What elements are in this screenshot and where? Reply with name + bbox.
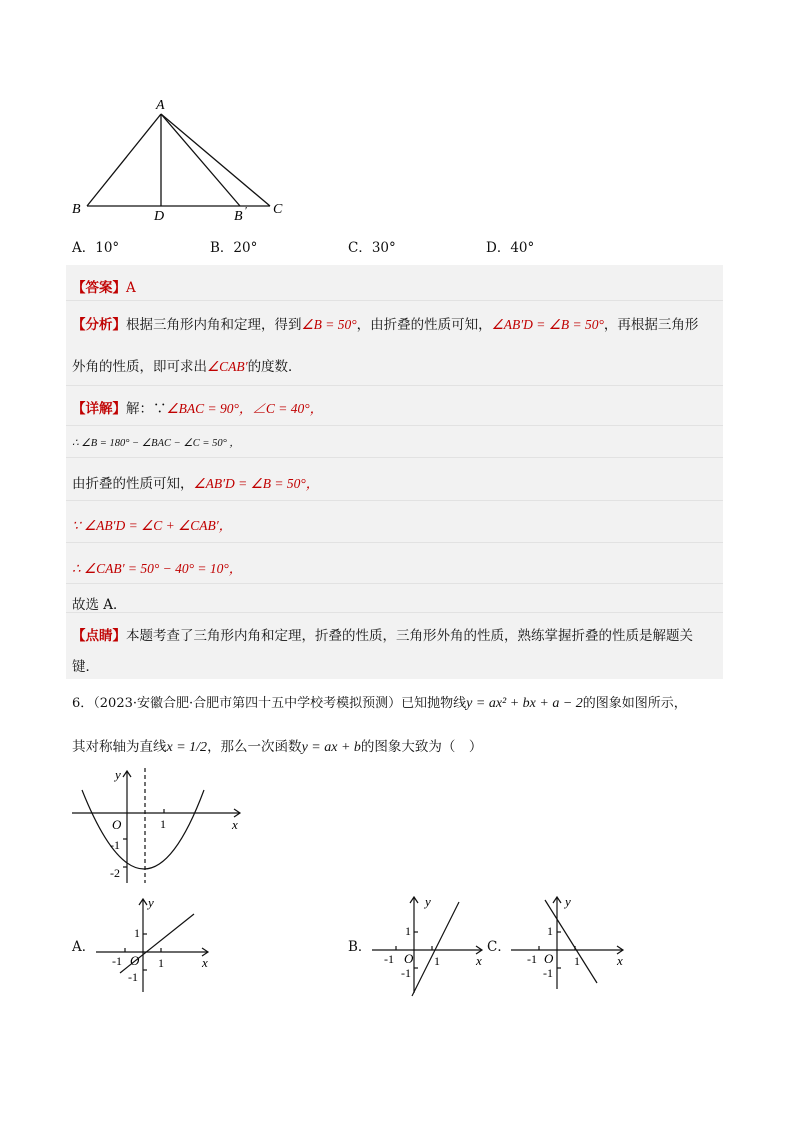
gc-x: x bbox=[617, 953, 623, 968]
step-5: 故选 A． bbox=[72, 597, 127, 613]
graph-option-a-letter[interactable]: A． bbox=[72, 939, 96, 955]
step-3: ∵ ∠AB′D = ∠C + ∠CAB′， bbox=[72, 518, 233, 533]
graph-option-b[interactable] bbox=[368, 893, 490, 1003]
gc-m1y: -1 bbox=[543, 966, 553, 980]
label-a: A bbox=[156, 98, 165, 113]
comment-line-1: 【点睛】本题考查了三角形内角和定理，折叠的性质，三角形外角的性质，熟练掌握折叠的性质是解题关 bbox=[72, 628, 693, 644]
option-d[interactable]: D．40° bbox=[486, 240, 535, 256]
label-prime: ′ bbox=[245, 205, 248, 217]
gb-1y: 1 bbox=[405, 924, 411, 938]
axis-x-label: x bbox=[232, 817, 238, 832]
graph-option-a[interactable] bbox=[92, 895, 222, 995]
gb-y: y bbox=[425, 894, 431, 909]
gb-x: x bbox=[476, 953, 482, 968]
ga-1x: 1 bbox=[158, 956, 164, 970]
graph-option-c[interactable] bbox=[507, 893, 631, 993]
ga-x: x bbox=[202, 955, 208, 970]
gb-o: O bbox=[404, 951, 414, 966]
option-b[interactable]: B．20° bbox=[210, 240, 258, 256]
gc-o: O bbox=[544, 951, 554, 966]
answer-line: 【答案】A bbox=[72, 280, 136, 296]
step-2: 由折叠的性质可知，∠AB′D = ∠B = 50°， bbox=[72, 476, 320, 492]
gc-y: y bbox=[565, 894, 571, 909]
gc-1y: 1 bbox=[547, 924, 553, 938]
step-1: ∴ ∠B = 180° − ∠BAC − ∠C = 50° ， bbox=[72, 438, 240, 449]
axis-y-label: y bbox=[115, 767, 121, 782]
tick-minus-1: -1 bbox=[110, 838, 120, 852]
triangle-figure bbox=[60, 92, 300, 227]
analysis-line-1: 【分析】根据三角形内角和定理，得到∠B = 50°，由折叠的性质可知，∠AB′D = ∠B = 50°，再根据三角形 bbox=[72, 317, 699, 333]
graph-option-b-letter[interactable]: B． bbox=[348, 939, 372, 955]
option-a[interactable]: A．10° bbox=[72, 240, 120, 256]
label-b: B bbox=[72, 202, 81, 217]
detail-line: 【详解】解：∵∠BAC = 90°，∠C = 40°， bbox=[72, 401, 324, 417]
parabola-graph bbox=[68, 765, 258, 890]
step-4: ∴ ∠CAB′ = 50° − 40° = 10°， bbox=[72, 561, 243, 576]
ga-m1y: -1 bbox=[128, 970, 138, 984]
q6-line-1: 6．（2023·安徽合肥·合肥市第四十五中学校考模拟预测）已知抛物线y = ax² + bx + a − 2的图象如图所示， bbox=[72, 696, 687, 711]
gb-m1x: -1 bbox=[384, 952, 394, 966]
gb-m1y: -1 bbox=[401, 966, 411, 980]
label-b-prime: B bbox=[234, 209, 243, 224]
analysis-line-2: 外角的性质，即可求出∠CAB′的度数． bbox=[72, 359, 302, 375]
label-d: D bbox=[154, 209, 165, 224]
gc-m1x: -1 bbox=[527, 952, 537, 966]
tick-1: 1 bbox=[160, 817, 166, 831]
origin-label: O bbox=[112, 817, 122, 832]
ga-1y: 1 bbox=[134, 926, 140, 940]
option-c[interactable]: C．30° bbox=[348, 240, 396, 256]
label-c: C bbox=[273, 202, 283, 217]
ga-o: O bbox=[130, 953, 140, 968]
ga-m1x: -1 bbox=[112, 954, 122, 968]
gb-1x: 1 bbox=[434, 954, 440, 968]
tick-minus-2: -2 bbox=[110, 866, 120, 880]
comment-line-2: 键． bbox=[72, 659, 99, 675]
q6-line-2: 其对称轴为直线x = 1/2，那么一次函数y = ax + b的图象大致为（ ） bbox=[72, 739, 483, 755]
ga-y: y bbox=[148, 895, 154, 910]
gc-1x: 1 bbox=[574, 954, 580, 968]
graph-option-c-letter[interactable]: C． bbox=[487, 939, 511, 955]
